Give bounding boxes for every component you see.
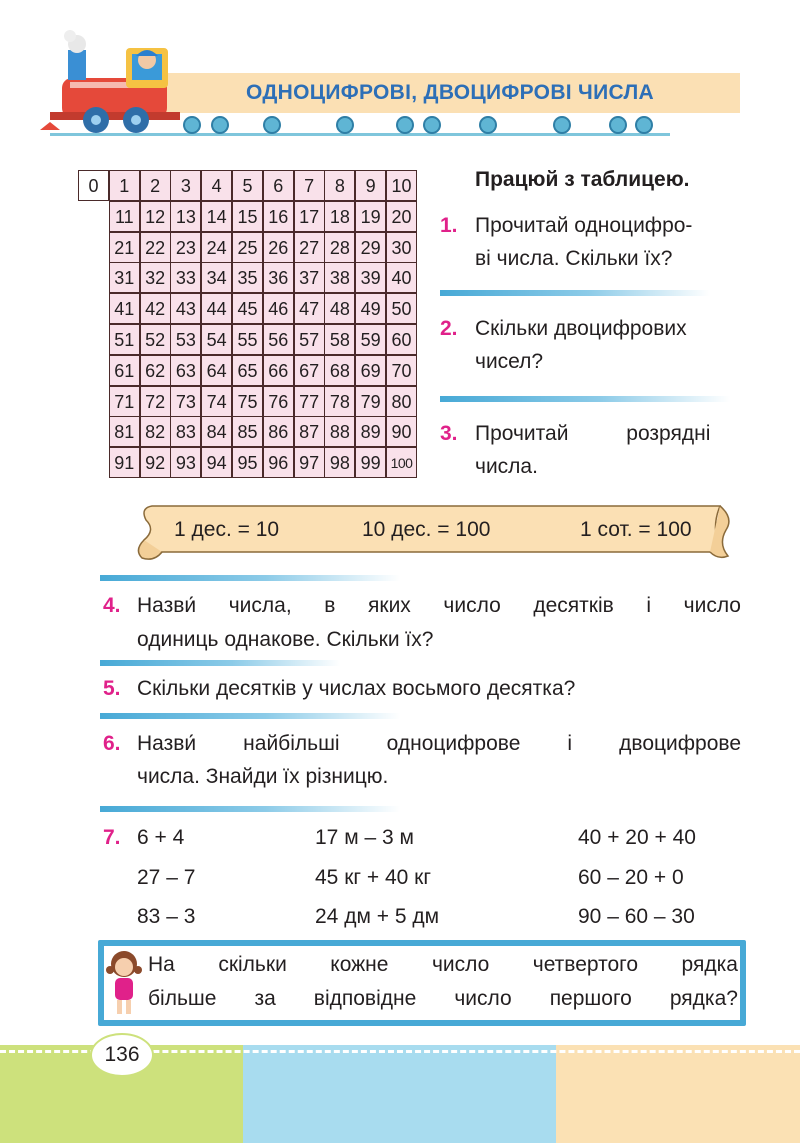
task-1-line-1: Прочитай одноцифро-: [475, 214, 693, 237]
table-cell: 75: [232, 386, 263, 417]
divider: [100, 713, 400, 719]
table-cell: 89: [355, 416, 386, 447]
table-cell: 7: [294, 170, 325, 201]
table-cell: 98: [324, 447, 355, 478]
table-cell: 97: [294, 447, 325, 478]
table-cell: 25: [232, 232, 263, 263]
scroll-fact-2: 10 дес. = 100: [362, 518, 491, 541]
word: рядка: [681, 953, 738, 976]
task-number: 6.: [103, 732, 121, 755]
table-cell: 57: [294, 324, 325, 355]
table-cell: 50: [386, 293, 417, 324]
table-cell: 78: [324, 386, 355, 417]
task-6-number: [103, 728, 121, 760]
table-cell: 93: [170, 447, 201, 478]
expr-col3-1: 40 + 20 + 40: [578, 826, 696, 849]
task-2-line-1: Скільки двоцифрових: [475, 317, 687, 340]
table-cell: 22: [140, 232, 171, 263]
question-line-1: [148, 953, 738, 977]
task-number: 7.: [103, 826, 121, 849]
expr-col3-2: 60 – 20 + 0: [578, 866, 684, 889]
scroll-fact-1: 1 дес. = 10: [174, 518, 280, 541]
table-cell: 34: [201, 262, 232, 293]
table-cell: 86: [263, 416, 294, 447]
word: четвертого: [532, 953, 639, 976]
table-cell: 6: [263, 170, 294, 201]
task-3: [440, 418, 458, 450]
table-cell: 71: [109, 386, 140, 417]
table-cell: 10: [386, 170, 417, 201]
table-cell: 100: [386, 447, 417, 478]
locomotive-icon: [40, 30, 180, 133]
table-cell: 68: [324, 355, 355, 386]
task-6-line-2: числа. Знайди їх різницю.: [137, 765, 389, 788]
expr-col1-2: 27 – 7: [137, 866, 196, 889]
table-cell: 82: [140, 416, 171, 447]
task-number: 2.: [440, 317, 458, 340]
footer-blue: [243, 1045, 556, 1143]
task-5-number: [103, 673, 121, 705]
table-cell: 62: [140, 355, 171, 386]
footer-orange: [556, 1045, 800, 1143]
table-cell: 11: [109, 201, 140, 232]
girl-icon: [104, 948, 144, 1018]
word: більше: [148, 987, 217, 1010]
table-cell: 46: [263, 293, 294, 324]
task-4-number: [103, 590, 121, 622]
table-cell: 47: [294, 293, 325, 324]
table-cell: 96: [263, 447, 294, 478]
task-4-line-2: одиниць однакове. Скільки їх?: [137, 628, 434, 651]
task-number: 4.: [103, 594, 121, 617]
table-cell: 73: [170, 386, 201, 417]
table-cell: 3: [170, 170, 201, 201]
divider: [100, 806, 400, 812]
table-cell: 19: [355, 201, 386, 232]
table-cell: 31: [109, 262, 140, 293]
task-1-line-2: ві числа. Скільки їх?: [475, 247, 673, 270]
table-cell: 70: [386, 355, 417, 386]
table-cell: 54: [201, 324, 232, 355]
table-cell: 44: [201, 293, 232, 324]
table-cell: 64: [201, 355, 232, 386]
table-cell: 39: [355, 262, 386, 293]
table-cell: 33: [170, 262, 201, 293]
table-cell: 16: [263, 201, 294, 232]
table-cell: 60: [386, 324, 417, 355]
table-cell: 18: [324, 201, 355, 232]
table-cell: 80: [386, 386, 417, 417]
task-5-line-1: Скільки десятків у числах восьмого десятка?: [137, 677, 576, 700]
divider: [440, 396, 730, 402]
table-cell: 27: [294, 232, 325, 263]
scroll-fact-3: 1 сот. = 100: [580, 518, 692, 541]
table-cell: 4: [201, 170, 232, 201]
table-cell: 37: [294, 262, 325, 293]
table-cell: 52: [140, 324, 171, 355]
table-cell: 79: [355, 386, 386, 417]
table-cell: 65: [232, 355, 263, 386]
table-cell: 13: [170, 201, 201, 232]
table-cell: 76: [263, 386, 294, 417]
train-illustration: [40, 30, 680, 145]
table-cell: 30: [386, 232, 417, 263]
table-cell: 1: [109, 170, 140, 201]
task-3-line-2: числа.: [475, 455, 538, 478]
table-cell: 12: [140, 201, 171, 232]
table-cell: 55: [232, 324, 263, 355]
table-cell-zero: 0: [78, 170, 109, 201]
task-number: 5.: [103, 677, 121, 700]
table-cell: 29: [355, 232, 386, 263]
expr-col2-1: 17 м – 3 м: [315, 826, 414, 849]
word: відповідне: [313, 987, 417, 1010]
table-cell: 14: [201, 201, 232, 232]
table-cell: 15: [232, 201, 263, 232]
expr-col2-3: 24 дм + 5 дм: [315, 905, 440, 928]
side-heading: Працюй з таблицею.: [475, 168, 690, 191]
table-cell: 95: [232, 447, 263, 478]
table-cell: 77: [294, 386, 325, 417]
table-cell: 56: [263, 324, 294, 355]
task-3-line-1-text: Прочитай розрядні: [475, 422, 711, 445]
table-cell: 74: [201, 386, 232, 417]
table-cell: 90: [386, 416, 417, 447]
divider: [100, 575, 400, 581]
table-cell: 67: [294, 355, 325, 386]
table-cell: 88: [324, 416, 355, 447]
table-cell: 63: [170, 355, 201, 386]
expr-col3-3: 90 – 60 – 30: [578, 905, 695, 928]
task-number: 1.: [440, 214, 458, 237]
task-7-number: [103, 822, 121, 854]
table-cell: 45: [232, 293, 263, 324]
table-cell: 23: [170, 232, 201, 263]
table-cell: 32: [140, 262, 171, 293]
question-line-2: [148, 987, 738, 1011]
table-cell: 5: [232, 170, 263, 201]
page-number: 136: [90, 1033, 154, 1077]
task-2: [440, 313, 458, 345]
word: число: [431, 953, 490, 976]
word: скільки: [218, 953, 287, 976]
task-6-line-1: Назви́ найбільші одноцифрове і двоцифрове: [137, 732, 741, 755]
table-cell: 87: [294, 416, 325, 447]
word: число: [454, 987, 512, 1010]
table-cell: 85: [232, 416, 263, 447]
table-cell: 69: [355, 355, 386, 386]
table-cell: 72: [140, 386, 171, 417]
word: першого: [549, 987, 632, 1010]
task-3-line-1: [475, 418, 743, 450]
table-cell: 66: [263, 355, 294, 386]
table-cell: 21: [109, 232, 140, 263]
table-cell: 84: [201, 416, 232, 447]
table-cell: 20: [386, 201, 417, 232]
divider: [100, 660, 340, 666]
word: кожне: [330, 953, 389, 976]
table-cell: 43: [170, 293, 201, 324]
task-2-line-2: чисел?: [475, 350, 544, 373]
divider: [440, 290, 710, 296]
expr-col2-2: 45 кг + 40 кг: [315, 866, 432, 889]
table-cell: 17: [294, 201, 325, 232]
task-number: 3.: [440, 422, 458, 445]
table-cell: 26: [263, 232, 294, 263]
table-cell: 2: [140, 170, 171, 201]
table-cell: 41: [109, 293, 140, 324]
table-cell: 36: [263, 262, 294, 293]
table-cell: 53: [170, 324, 201, 355]
track-wheels: [184, 117, 652, 133]
table-cell: 58: [324, 324, 355, 355]
table-cell: 99: [355, 447, 386, 478]
word: На: [148, 953, 175, 976]
table-cell: 92: [140, 447, 171, 478]
expr-col1-3: 83 – 3: [137, 905, 196, 928]
table-cell: 28: [324, 232, 355, 263]
table-cell: 83: [170, 416, 201, 447]
table-cell: 48: [324, 293, 355, 324]
page-title: ОДНОЦИФРОВІ, ДВОЦИФРОВІ ЧИСЛА: [246, 81, 654, 104]
table-cell: 59: [355, 324, 386, 355]
table-cell: 35: [232, 262, 263, 293]
table-cell: 94: [201, 447, 232, 478]
table-cell: 9: [355, 170, 386, 201]
task-1: [440, 210, 458, 242]
table-cell: 49: [355, 293, 386, 324]
task-4-line-1: Назви́ числа, в яких число десятків і число: [137, 594, 741, 617]
table-cell: 8: [324, 170, 355, 201]
table-cell: 38: [324, 262, 355, 293]
table-cell: 51: [109, 324, 140, 355]
table-cell: 81: [109, 416, 140, 447]
table-cell: 61: [109, 355, 140, 386]
table-cell: 42: [140, 293, 171, 324]
table-cell: 40: [386, 262, 417, 293]
table-cell: 24: [201, 232, 232, 263]
expr-col1-1: 6 + 4: [137, 826, 185, 849]
table-cell: 91: [109, 447, 140, 478]
word: за: [254, 987, 276, 1010]
word: рядка?: [669, 987, 738, 1010]
